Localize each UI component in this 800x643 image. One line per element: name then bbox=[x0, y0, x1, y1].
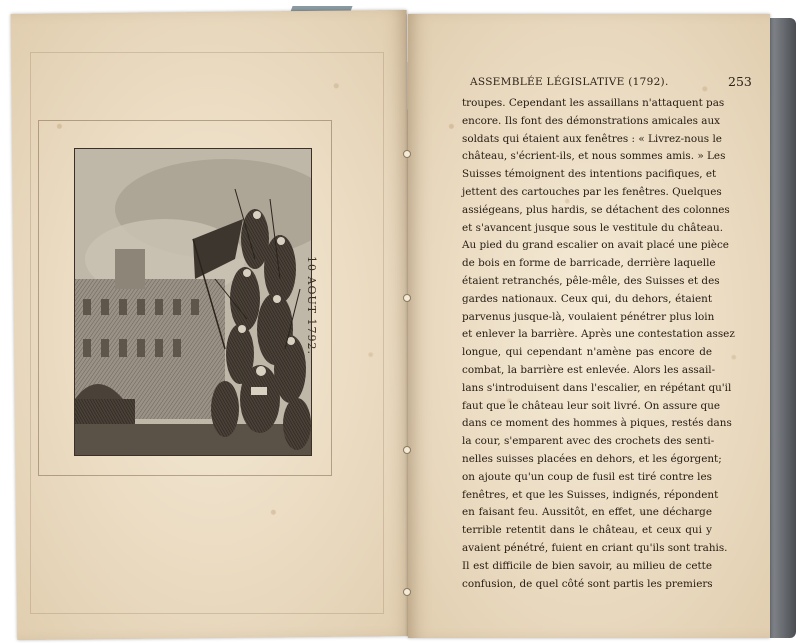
text-line: et s'avancent jusque sous le vestitule du château. bbox=[462, 221, 723, 234]
binding-stitch bbox=[403, 150, 411, 158]
text-line: terrible retentit dans le château, et ceux qui y bbox=[462, 524, 712, 537]
text-line: dans ce moment des hommes à piques, restés dans bbox=[462, 417, 732, 430]
text-line: jettent des cartouches par les fenêtres. Quelques bbox=[462, 185, 722, 198]
text-line: gardes nationaux. Ceux qui, du dehors, étaient bbox=[462, 292, 712, 305]
text-line: nelles suisses placées en dehors, et les égorgent; bbox=[462, 452, 722, 465]
page-number: 253 bbox=[728, 74, 752, 89]
text-line: combat, la barrière est enlevée. Alors les assail- bbox=[462, 363, 716, 376]
plate-caption: 10 AOUT 1792. bbox=[305, 256, 318, 356]
text-line: Il est difficile de bien savoir, au milieu de cette bbox=[462, 559, 712, 572]
text-line: Au pied du grand escalier on avait placé une pièce bbox=[462, 239, 729, 252]
ground bbox=[75, 424, 311, 455]
running-head: ASSEMBLÉE LÉGISLATIVE (1792). bbox=[470, 76, 669, 88]
text-line: avaient pénétré, fuient en criant qu'ils sont trahis. bbox=[462, 541, 728, 554]
text-line: confusion, de quel côté sont partis les premiers bbox=[462, 577, 713, 590]
text-line: étaient retranchés, pêle-mêle, des Suisses et des bbox=[462, 274, 720, 287]
text-line: château, s'écrient-ils, et nous sommes amis. » Les bbox=[462, 150, 726, 163]
text-line: soldats qui étaient aux fenêtres : « Livrez-nous le bbox=[462, 132, 722, 145]
text-line: et enlever la barrière. Après une contestation assez bbox=[462, 328, 735, 341]
engraving-drawing bbox=[75, 149, 311, 455]
text-line: faut que le château leur soit livré. On assure que bbox=[462, 399, 721, 412]
text-line: parvenus jusque-là, voulaient pénétrer plus loin bbox=[462, 310, 715, 323]
text-line: assiégeans, plus hardis, se détachent des colonnes bbox=[462, 203, 730, 216]
binding-stitch bbox=[403, 294, 411, 302]
text-line: fenêtres, et que les Suisses, indignés, répondent bbox=[462, 488, 719, 501]
text-line: encore. Ils font des démonstrations amicales aux bbox=[462, 114, 721, 127]
text-line: la cour, s'emparent avec des crochets des senti- bbox=[462, 435, 715, 448]
body-text bbox=[462, 95, 735, 593]
text-line: on ajoute qu'un coup de fusil est tiré contre les bbox=[462, 470, 712, 483]
text-line: longue, qui cependant n'amène pas encore de bbox=[462, 346, 712, 359]
text-line: de bois en forme de barricade, derrière laquelle bbox=[462, 257, 716, 270]
binding-stitch bbox=[403, 588, 411, 596]
binding-stitch bbox=[403, 446, 411, 454]
engraving-illustration bbox=[74, 148, 312, 456]
palace-pavilion bbox=[115, 249, 145, 289]
text-line: Suisses témoignent des intentions pacifiques, et bbox=[462, 168, 717, 181]
text-line: troupes. Cependant les assaillans n'attaquent pas bbox=[462, 97, 725, 109]
text-line: en faisant feu. Aussitôt, en effet, une décharge bbox=[462, 506, 712, 519]
text-line: lans s'introduisent dans l'escalier, en répétant qu'il bbox=[462, 381, 732, 394]
